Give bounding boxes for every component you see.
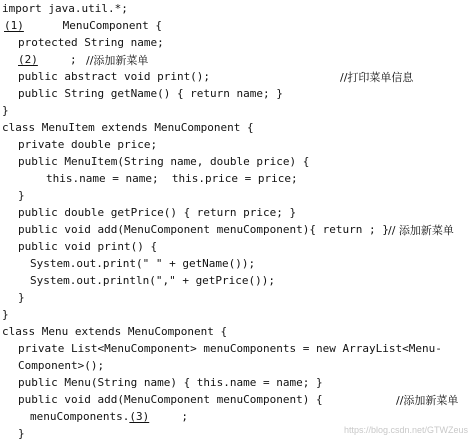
blank-label: (2): [18, 53, 38, 66]
code-line: [30, 408, 188, 426]
code-comment: // 添加新菜单: [388, 224, 454, 237]
code-text: menuComponents.: [30, 410, 130, 423]
code-text: public void add(MenuComponent menuComponent) {: [18, 393, 323, 406]
code-text: import java.util.*;: [2, 2, 128, 15]
code-comment: //打印菜单信息: [340, 71, 414, 84]
code-text: public double getPrice() { return price; }: [18, 206, 297, 219]
code-text: Component>();: [18, 359, 105, 372]
code-comment: //添加新菜单: [396, 394, 459, 407]
code-line: [30, 272, 275, 290]
code-line: [18, 238, 157, 256]
code-line: [18, 391, 323, 409]
code-text: public void add(MenuComponent menuComponent){ return ; }: [18, 223, 389, 236]
blank-2: [18, 51, 70, 69]
code-line: [18, 425, 25, 443]
code-line: [18, 357, 104, 375]
code-line: [18, 221, 389, 239]
blank-1: [4, 17, 56, 35]
code-line: [46, 170, 298, 188]
code-text: class MenuItem extends MenuComponent {: [2, 121, 254, 134]
code-text: public abstract void print();: [18, 70, 211, 83]
code-line: [18, 204, 296, 222]
code-line: [2, 306, 9, 324]
code-line: [18, 34, 164, 52]
code-text: }: [18, 291, 25, 304]
code-text: protected String name;: [18, 36, 164, 49]
code-text: ;: [181, 410, 188, 423]
code-text: public MenuItem(String name, double price) {: [18, 155, 310, 168]
code-text: System.out.println("," + getPrice());: [30, 274, 276, 287]
blank-label: (1): [4, 19, 24, 32]
code-text: public Menu(String name) { this.name = name; }: [18, 376, 323, 389]
code-text: ;: [70, 53, 77, 66]
code-text: }: [2, 104, 9, 117]
code-line: [4, 17, 162, 35]
code-text: }: [18, 427, 25, 440]
code-text: this.name = name; this.price = price;: [46, 172, 298, 185]
code-text: private List<MenuComponent> menuComponents = new ArrayList<Menu-: [18, 342, 442, 355]
code-line: [18, 68, 210, 86]
code-text: class Menu extends MenuComponent {: [2, 325, 228, 338]
blank-label: (3): [129, 410, 150, 423]
code-line: [18, 289, 25, 307]
code-line: [18, 187, 25, 205]
code-text: public String getName() { return name; }: [18, 87, 283, 100]
code-text: MenuComponent {: [56, 19, 162, 32]
code-text: System.out.print(" " + getName());: [30, 257, 256, 270]
code-line: [18, 136, 157, 154]
code-line: [2, 323, 227, 341]
code-text: private double price;: [18, 138, 158, 151]
code-line: [2, 119, 254, 137]
code-line: [18, 374, 323, 392]
code-line: [2, 102, 9, 120]
code-line: [18, 85, 283, 103]
code-line: [18, 51, 77, 69]
watermark-text: https://blog.csdn.net/GTWZeus: [343, 425, 468, 435]
code-text: }: [18, 189, 25, 202]
code-line: [18, 153, 309, 171]
code-line: [18, 340, 442, 358]
code-line: [2, 0, 128, 18]
code-line: [30, 255, 255, 273]
code-text: }: [2, 308, 9, 321]
code-comment: //添加新菜单: [86, 54, 149, 67]
blank-3: [129, 408, 181, 426]
code-text: public void print() {: [18, 240, 158, 253]
